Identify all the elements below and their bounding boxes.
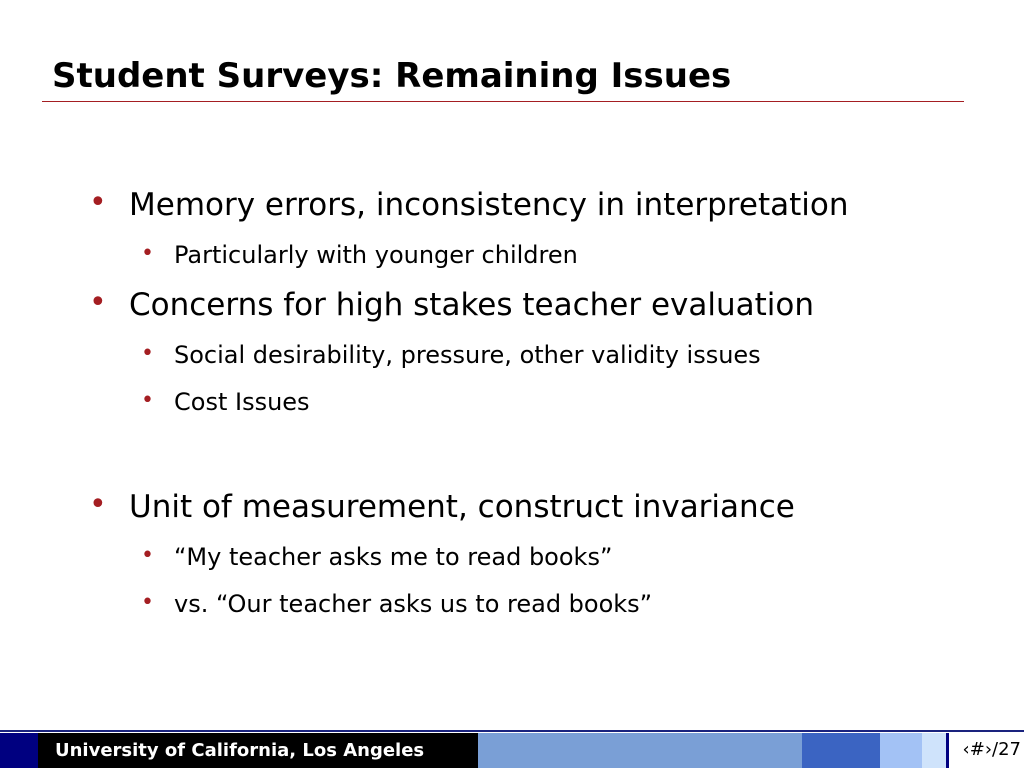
footer-divider: [0, 730, 1024, 732]
footer-pale-blue-block: [922, 733, 946, 768]
bullet-text: Memory errors, inconsistency in interpretation: [129, 187, 849, 223]
bullet-text: Social desirability, pressure, other validity issues: [174, 341, 761, 369]
footer-blue-block: [802, 733, 880, 768]
footer-bar: [0, 733, 1024, 768]
bullet-text: Cost Issues: [174, 388, 310, 416]
bullet-text: Unit of measurement, construct invariance: [129, 489, 795, 525]
footer-navy-block: [0, 733, 38, 768]
bullet-text: “My teacher asks me to read books”: [174, 543, 613, 571]
bullet-dot-icon: •: [141, 341, 154, 366]
bullet-level-1: [89, 185, 849, 225]
bullet-level-2: [141, 588, 653, 620]
bullet-level-2: [141, 541, 613, 573]
bullet-dot-icon: •: [141, 543, 154, 568]
institution-name: University of California, Los Angeles: [55, 740, 425, 761]
slide-title: Student Surveys: Remaining Issues: [52, 56, 732, 96]
bullet-dot-icon: •: [141, 590, 154, 615]
footer-mid-blue-block: [478, 733, 802, 768]
bullet-level-2: [141, 386, 310, 418]
bullet-dot-icon: •: [89, 185, 107, 220]
bullet-level-2: [141, 239, 578, 271]
bullet-dot-icon: •: [89, 285, 107, 320]
bullet-level-2: [141, 339, 761, 371]
title-divider: [42, 101, 964, 102]
bullet-text: Particularly with younger children: [174, 241, 578, 269]
footer-light-blue-block: [880, 733, 922, 768]
page-number: ‹#›/27: [962, 739, 1021, 760]
bullet-dot-icon: •: [89, 487, 107, 522]
bullet-dot-icon: •: [141, 241, 154, 266]
bullet-text: vs. “Our teacher asks us to read books”: [174, 590, 653, 618]
bullet-level-1: [89, 285, 815, 325]
bullet-level-1: [89, 487, 795, 527]
bullet-text: Concerns for high stakes teacher evaluation: [129, 287, 815, 323]
bullet-dot-icon: •: [141, 388, 154, 413]
